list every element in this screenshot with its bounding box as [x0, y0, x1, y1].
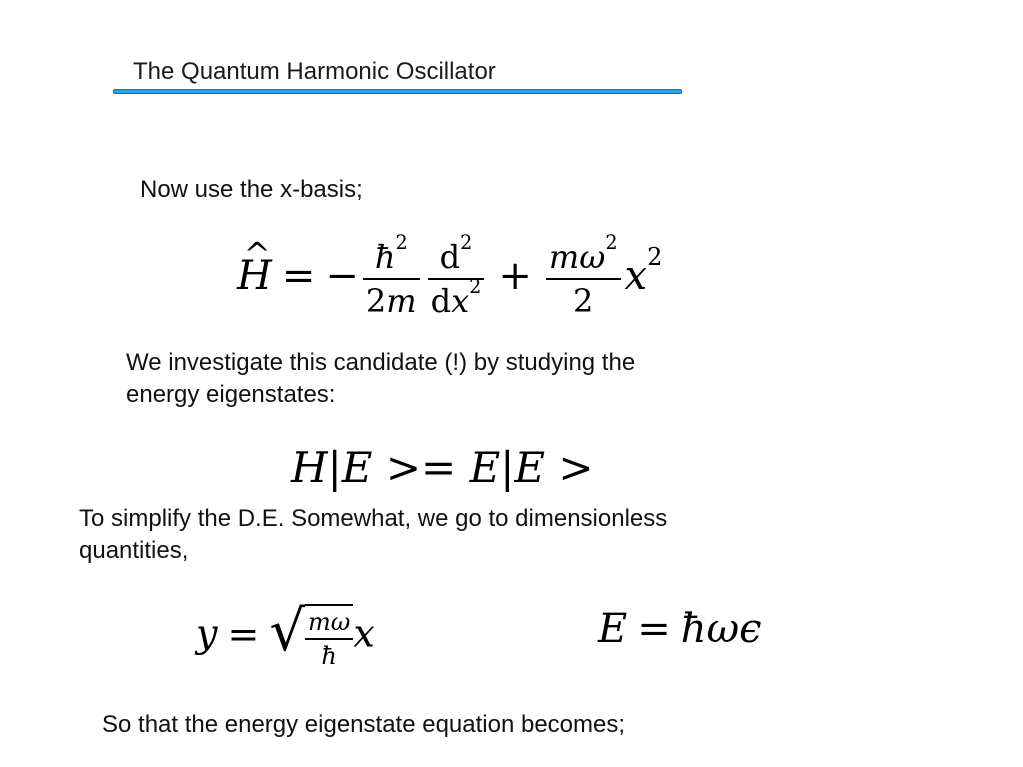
paragraph-1-line-2: energy eigenstates:	[126, 381, 336, 408]
title-underline	[113, 89, 682, 94]
eigenvalue-equation: H|E >= E|E >	[291, 443, 594, 492]
intro-text: Now use the x-basis;	[140, 176, 363, 203]
paragraph-2	[79, 503, 667, 567]
paragraph-1-line-1: We investigate this candidate (!) by studying the	[126, 349, 636, 376]
closing-text: So that the energy eigenstate equation becomes;	[102, 711, 626, 738]
paragraph-1	[126, 347, 635, 411]
slide-title: The Quantum Harmonic Oscillator	[133, 58, 496, 85]
dimensionless-y-equation: y = √ $\frac{m\omega}{ħ}$ x	[196, 599, 375, 670]
dimensionless-energy-equation: E = ħωϵ	[598, 606, 762, 652]
paragraph-2-line-1: To simplify the D.E. Somewhat, we go to dimensionless	[79, 505, 668, 532]
hamiltonian-equation: ^ H = − $\frac{ħ^2}{2m}$ $\frac{d^2}{dx^2}$ + $\frac{m\omega^2}{2}$ $x^2$	[237, 238, 662, 320]
paragraph-2-line-2: quantities,	[79, 537, 189, 564]
